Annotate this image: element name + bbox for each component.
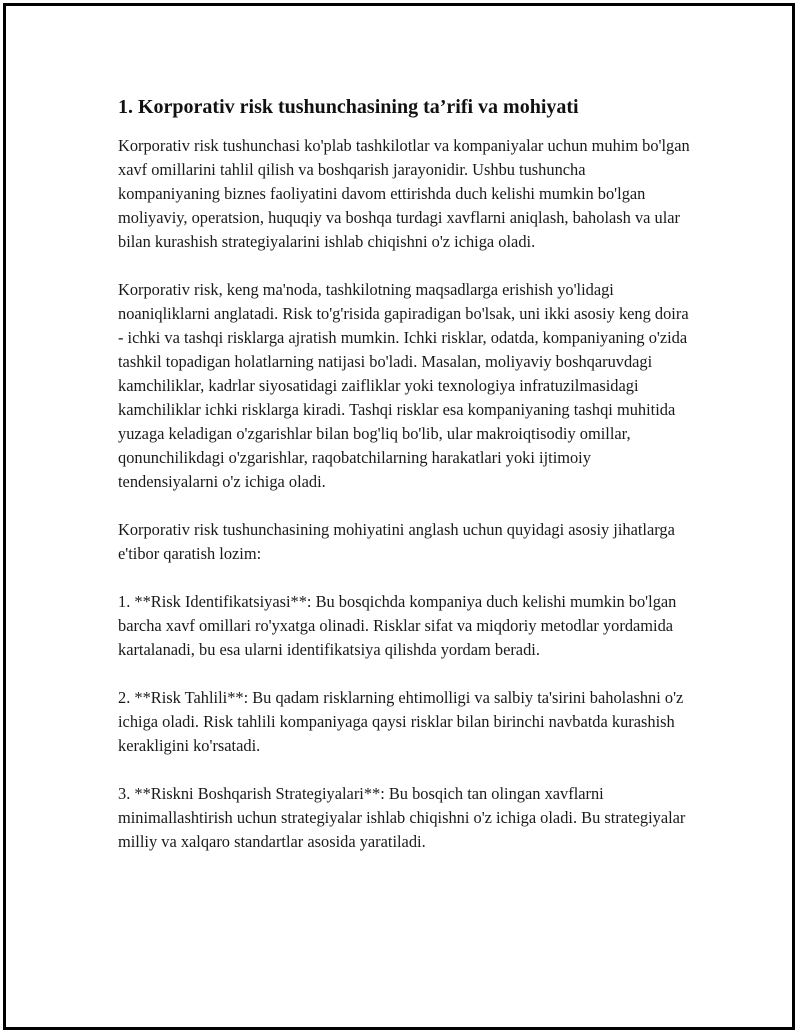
paragraph-definition: Korporativ risk tushunchasi ko'plab tashkilotlar va kompaniyalar uchun muhim bo'lgan xavf omillarini tahlil qilish va boshqarish jarayonidir. Ushbu tushuncha kompaniyaning biznes faoliyatini davom ettirishda duch kelishi mumkin bo'lgan moliyaviy, operatsion, huquqiy va boshqa turdagi xavflarni aniqlash, baholash va ular bilan kurashish strategiyalarini ishlab chiqishni o'z ichiga oladi. [118,136,690,251]
list-item-risk-management-strategies: 3. **Riskni Boshqarish Strategiyalari**: Bu bosqich tan olingan xavflarni minimallashtirish uchun strategiyalar ishlab chiqishni o'z ichiga oladi. Bu strategiyalar milliy va xalqaro standartlar asosida yaratiladi. [118,784,686,851]
list-item-risk-identification: 1. **Risk Identifikatsiyasi**: Bu bosqichda kompaniya duch kelishi mumkin bo'lgan barcha xavf omillari ro'yxatga olinadi. Risklar sifat va miqdoriy metodlar yordamida kartalanadi, bu esa ularni identifikatsiya qilishda yordam beradi. [118,592,677,659]
list-item-risk-analysis: 2. **Risk Tahlili**: Bu qadam risklarning ehtimolligi va salbiy ta'sirini baholashni o'z ichiga oladi. Risk tahlili kompaniyaga qaysi risklar bilan birinchi navbatda kurashish kerakligini ko'rsatadi. [118,688,684,755]
document-body [118,94,690,878]
section-heading: 1. Korporativ risk tushunchasining ta’rifi va mohiyati [118,96,579,118]
paragraph-key-aspects-intro: Korporativ risk tushunchasining mohiyatini anglash uchun quyidagi asosiy jihatlarga e'tibor qaratish lozim: [118,520,675,563]
paragraph-internal-external-risks: Korporativ risk, keng ma'noda, tashkilotning maqsadlarga erishish yo'lidagi noaniqliklarni anglatadi. Risk to'g'risida gapiradigan bo'lsak, uni ikki asosiy keng doira - ichki va tashqi risklarga ajratish mumkin. Ichki risklar, odatda, kompaniyaning o'zida tashkil topadigan holatlarning natijasi bo'ladi. Masalan, moliyaviy boshqaruvdagi kamchiliklar, kadrlar siyosatidagi zaifliklar yoki texnologiya infratuzilmasidagi kamchiliklar ichki risklarga kiradi. Tashqi risklar esa kompaniyaning tashqi muhitida yuzaga keladigan o'zgarishlar bilan bog'liq bo'lib, ular makroiqtisodiy omillar, qonunchilikdagi o'zgarishlar, raqobatchilarning harakatlari yoki ijtimoiy tendensiyalarni o'z ichiga oladi. [118,280,689,491]
